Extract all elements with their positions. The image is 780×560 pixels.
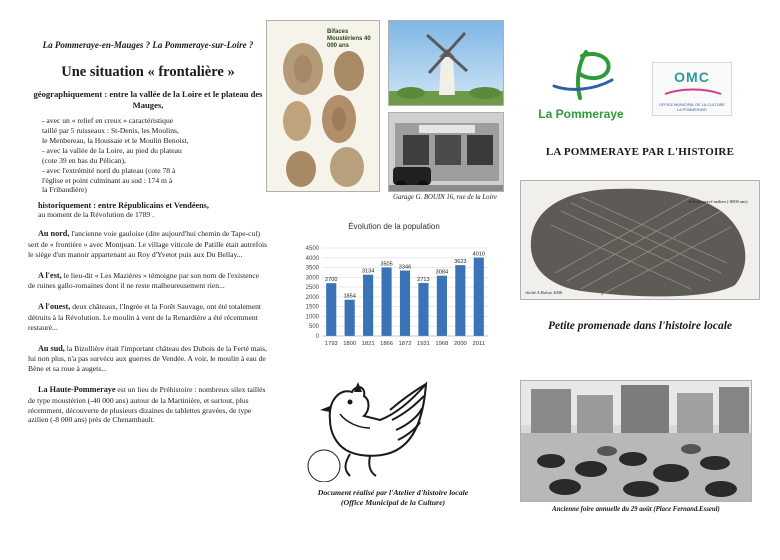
x-tick-label: 2000 (453, 341, 467, 347)
bar-value-label: 2700 (324, 277, 338, 284)
population-bar (455, 265, 465, 336)
y-tick-label: 3000 (305, 275, 319, 282)
bar-value-label: 1854 (343, 293, 356, 300)
geo-line: - avec l'extrémité nord du plateau (cote 78 à (42, 165, 176, 175)
omc-title: OMC (674, 69, 710, 85)
chart-title: Évolution de la population (348, 222, 440, 231)
bar-value-label: 2713 (417, 276, 430, 283)
geo-line: l'église et point culminant au sud : 174 m à (42, 175, 173, 185)
x-tick-label: 1800 (343, 341, 357, 347)
population-bar (418, 283, 428, 336)
section-title: LA POMMERAYE PAR L'HISTOIRE (545, 146, 735, 158)
x-tick-label: 1872 (398, 341, 412, 347)
population-bar (326, 283, 336, 336)
x-tick-label: 1793 (324, 341, 338, 347)
population-chart (296, 224, 492, 352)
rooster-icon (300, 370, 440, 482)
hist-heading: historiquement : entre Républicains et Vendéens, (38, 201, 209, 211)
document-credit: Document réalisé par l'Atelier d'histoire locale (Office Municipal de la Culture) (317, 488, 469, 507)
y-tick-label: 1500 (305, 304, 319, 311)
fair-photo (520, 380, 752, 502)
x-tick-label: 2011 (472, 341, 486, 347)
pommeraye-logo-icon (536, 46, 626, 100)
hist-sub: au moment de la Révolution de 1789 . (38, 210, 154, 220)
page-title: Une situation « frontalière » (61, 64, 235, 80)
population-bar (345, 300, 355, 336)
fair-caption: Ancienne foire annuelle du 29 août (Place Fernand.Esseul) (552, 506, 720, 513)
silex-photo (266, 20, 380, 192)
geo-line: - avec la vallée de la Loire, au pied du plateau (42, 146, 182, 156)
walk-title: Petite promenade dans l'histoire locale (548, 320, 732, 332)
la-pommeraye-logo (536, 46, 626, 121)
rooster-drawing (300, 370, 440, 482)
bar-value-label: 4010 (472, 251, 486, 258)
left-column (28, 40, 268, 436)
geo-line: - avec un « relief en creux » caractéristique (42, 116, 174, 126)
paragraph-east: A l'est, le lieu-dit « Les Mazières » témoigne par son nom de l'existence de ruines gallo-romaines dont il ne reste malheureusement rien... (28, 270, 260, 291)
omc-logo (652, 62, 732, 116)
y-tick-label: 0 (315, 334, 319, 340)
schist-credit: cliché A.Roluo 2006 (525, 290, 563, 295)
population-bar (474, 258, 484, 336)
x-tick-label: 1968 (435, 341, 449, 347)
silex-label: Bifaces Moustériens 40 000 ans (327, 29, 371, 50)
bar-value-label: 3084 (435, 269, 449, 276)
schist-caption: Schiste gravé azilien (-8000 ans) (688, 199, 748, 204)
geo-line: (cote 39 en bas du Pélican), (42, 155, 126, 165)
omc-swoosh-icon (653, 88, 733, 98)
y-tick-label: 2000 (305, 294, 319, 301)
geo-heading: géographiquement : entre la vallée de la Loire et le plateau des Mauges, (33, 89, 263, 110)
population-bar (381, 267, 391, 336)
y-tick-label: 500 (308, 324, 319, 331)
x-tick-label: 1866 (380, 341, 394, 347)
y-tick-label: 1000 (305, 314, 319, 321)
x-tick-label: 1931 (416, 341, 430, 347)
paragraph-west: A l'ouest, deux châteaux, l'Ingrée et la Forêt Sauvage, ont été totalement détruits à la Révolution. Le moulin à vent de la Renardière a été récemment restauré... (28, 302, 262, 332)
paragraph-south: Au sud, la Bizollière était l'important château des Dubois de la Ferté mais, lui non plus, n'a pas survécu aux guerres de Vendée. A voir, le moulin à eau de Bène et sa roue à augets... (28, 343, 267, 374)
logo-text: La Pommeraye (538, 107, 624, 121)
schist-photo (520, 180, 760, 300)
y-tick-label: 3500 (305, 265, 319, 272)
x-tick-label: 1821 (361, 341, 375, 347)
geo-list (42, 116, 268, 195)
bar-value-label: 3346 (398, 264, 412, 271)
bar-value-label: 3134 (361, 268, 375, 275)
commune-question: La Pommeraye-en-Mauges ? La Pommeraye-sur-Loire ? (42, 40, 254, 50)
bar-value-label: 3505 (380, 261, 393, 268)
population-bar (437, 276, 447, 336)
bar-value-label: 3623 (454, 259, 467, 266)
population-bar (363, 275, 373, 336)
omc-subtitle: OFFICE MUNICIPAL DE LA CULTURE LA POMMERAYE (659, 103, 725, 112)
population-bar (400, 271, 410, 336)
y-tick-label: 4500 (305, 246, 319, 252)
geo-line: le Menbereau, la Houssaie et le Moulin Benoist, (42, 136, 189, 146)
geo-line: la Fribaudière) (42, 185, 87, 195)
paragraph-north: Au nord, l'ancienne voie gauloise (dite aujourd'hui chemin de Tape-cul) sert de « frontière » avec Montjean. Le village viticole de Patille était autrefois le siège d'un manoir appartenant au Roy d'Yvetot puis aux Du Bellay... (28, 229, 268, 259)
garage-photo (388, 112, 504, 192)
paragraph-haute-pommeraye: La Haute-Pommeraye est un lieu de Préhistoire : nombreux silex taillés de type moustérien (-40 000 ans) autour de la Martinière, et surtout, plus récemment, découverte de plusieurs dizaines de tablettes gravées, de type azilien (-8 000 ans) près de Chenambault. (28, 384, 266, 425)
garage-caption: Garage G. BOUIN 16, rue de la Loire (393, 194, 497, 201)
y-tick-label: 2500 (305, 285, 319, 292)
windmill-photo (388, 20, 504, 106)
y-tick-label: 4000 (305, 255, 319, 262)
geo-line: taillé par 5 ruisseaux : St-Denis, les Moulins, (42, 126, 179, 136)
